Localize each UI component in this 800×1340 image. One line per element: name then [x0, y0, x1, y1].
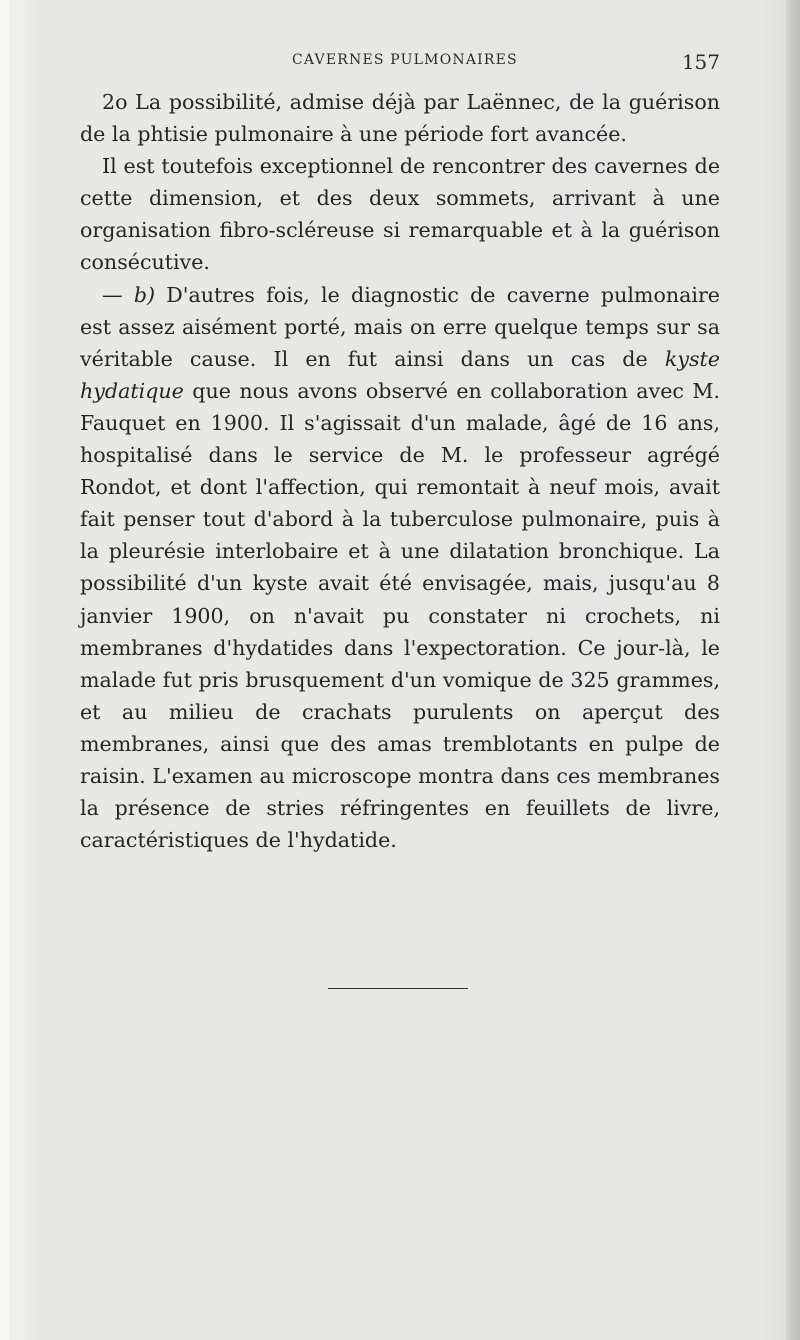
paragraph-3-part-a: D'autres fois, le diagnostic de caverne pulmonaire est assez aisément porté, mais on erre quelque temps sur sa véritable cause. Il en fut ainsi dans un cas de [80, 282, 720, 371]
running-header [80, 50, 720, 76]
paragraph-2: Il est toutefois exceptionnel de rencontrer des cavernes de cette dimension, et des deux sommets, arrivant à une organisation fibro-scléreuse si remarquable et à la guérison consécutive. [80, 154, 720, 275]
term-kyste-hydatique: kyste hydatique [80, 346, 720, 403]
running-title: CAVERNES PULMONAIRES [292, 52, 518, 68]
section-separator-rule [328, 988, 468, 989]
page-gutter-shadow [786, 0, 800, 1340]
paragraph-1: 2o La possibilité, admise déjà par Laënnec, de la guérison de la phtisie pulmonaire à une période fort avancée. [80, 90, 720, 147]
page-number: 157 [681, 50, 720, 74]
body-text [80, 86, 720, 856]
paragraph-3-dash: — [102, 282, 134, 307]
paragraph-3-part-b: que nous avons observé en collaboration avec M. Fauquet en 1900. Il s'agissait d'un malade, âgé de 16 ans, hospitalisé dans le service de M. le professeur agrégé Rondot, et dont l'affection, qui remontait à neuf mois, avait fait penser tout d'abord à la tuberculose pulmonaire, puis à la pleurésie interlobaire et à une dilatation bronchique. La possibilité d'un kyste avait été envisagée, mais, jusqu'au 8 janvier 1900, on n'avait pu constater ni crochets, ni membranes d'hydatides dans l'expectoration. Ce jour-là, le malade fut pris brusquement d'un vomique de 325 grammes, et au milieu de crachats purulents on aperçut des membranes, ainsi que des amas tremblotants en pulpe de raisin. L'examen au microscope montra dans ces membranes la présence de stries réfringentes en feuillets de livre, caractéristiques de l'hydatide. [80, 378, 720, 853]
reverse-side-show-through [78, 770, 718, 1250]
item-marker-b: b) [133, 282, 156, 307]
page-left-margin [0, 0, 9, 1340]
